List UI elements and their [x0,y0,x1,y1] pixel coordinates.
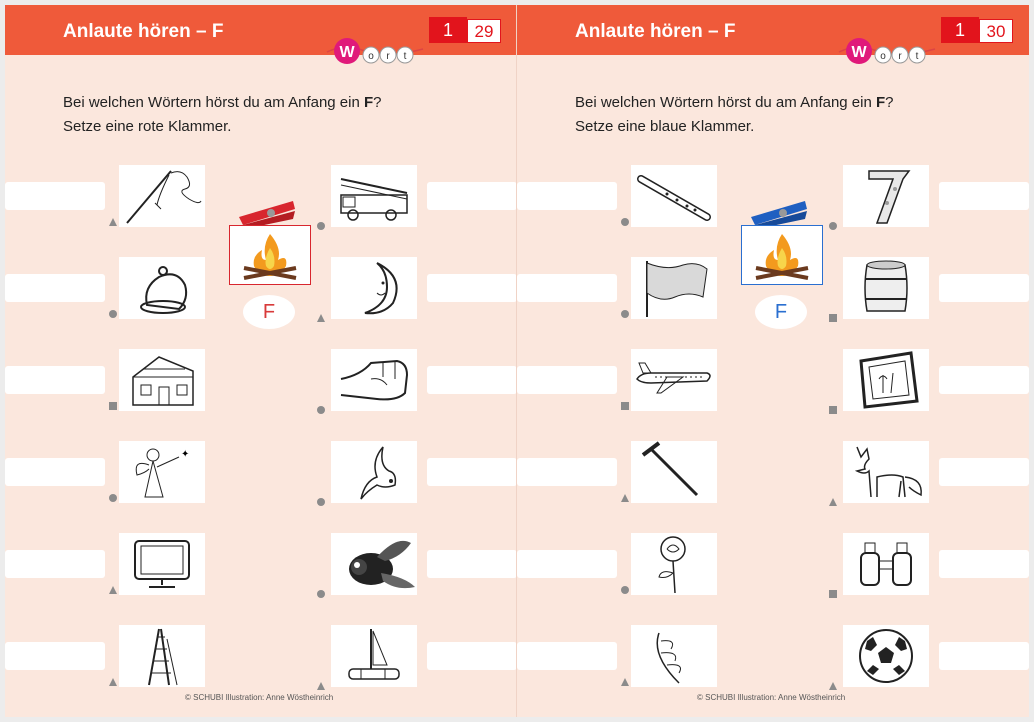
answer-strip[interactable] [939,182,1029,210]
left-page [5,5,517,717]
answer-strip[interactable] [517,458,617,486]
fire-truck-icon[interactable] [331,165,417,227]
circle-marker [317,222,325,230]
ladder-icon[interactable] [119,625,205,687]
square-marker [829,590,837,598]
page-title: Anlaute hören – F [575,21,736,42]
circle-marker [621,586,629,594]
triangle-marker [109,678,117,686]
instruction-text: Bei welchen Wörtern hörst du am Anfang ein F? Setze eine blaue Klammer. [575,94,894,135]
answer-strip[interactable] [517,366,617,394]
answer-strip[interactable] [5,182,105,210]
svg-text:W: W [851,44,867,61]
tv-screen-icon[interactable] [119,533,205,595]
wort-logo-icon [837,37,937,67]
triangle-marker [109,586,117,594]
copyright-footer: © SCHUBI Illustration: Anne Wöstheinrich [697,693,846,702]
answer-strip[interactable] [427,458,517,486]
svg-text:o: o [368,51,374,62]
wort-logo-icon [325,37,425,67]
needle-thread-icon[interactable] [119,165,205,227]
number-seven-icon[interactable] [843,165,929,227]
triangle-marker [621,494,629,502]
letter-f-label: F [243,295,295,329]
answer-strip[interactable] [427,274,517,302]
instruction-text: Bei welchen Wörtern hörst du am Anfang ein F? Setze eine rote Klammer. [63,94,382,135]
svg-text:r: r [386,51,390,62]
circle-marker [109,310,117,318]
level-badge: 1 [429,17,467,43]
bell-icon[interactable] [119,257,205,319]
fox-icon[interactable] [843,441,929,503]
soccer-ball-icon[interactable] [843,625,929,687]
right-page [517,5,1029,717]
workbook-spread [5,5,1029,717]
answer-strip[interactable] [517,550,617,578]
answer-strip[interactable] [939,274,1029,302]
answer-strip[interactable] [5,458,105,486]
svg-text:r: r [898,51,902,62]
answer-strip[interactable] [427,550,517,578]
svg-text:t: t [915,51,919,62]
circle-marker [109,494,117,502]
answer-strip[interactable] [939,550,1029,578]
circle-marker [621,310,629,318]
answer-strip[interactable] [427,366,517,394]
flute-icon[interactable] [631,165,717,227]
svg-text:W: W [339,44,355,61]
nail-icon[interactable] [631,441,717,503]
circle-marker [317,406,325,414]
page-number: 30 [979,19,1013,43]
moon-icon[interactable] [331,257,417,319]
circle-marker [317,498,325,506]
rose-icon[interactable] [631,533,717,595]
svg-text:o: o [880,51,886,62]
campfire-icon [741,225,823,285]
house-icon[interactable] [119,349,205,411]
answer-strip[interactable] [517,274,617,302]
answer-strip[interactable] [5,366,105,394]
circle-marker [317,590,325,598]
answer-strip[interactable] [939,642,1029,670]
triangle-marker [317,314,325,322]
raft-icon[interactable] [331,625,417,687]
circle-marker [621,218,629,226]
bat-icon[interactable] [331,441,417,503]
answer-strip[interactable] [5,274,105,302]
fly-icon[interactable] [331,533,417,595]
svg-text:t: t [403,51,407,62]
fairy-icon[interactable] [119,441,205,503]
square-marker [621,402,629,410]
page-number: 29 [467,19,501,43]
triangle-marker [621,678,629,686]
answer-strip[interactable] [517,642,617,670]
answer-strip[interactable] [939,458,1029,486]
answer-strip[interactable] [517,182,617,210]
svg-text:✦: ✦ [181,449,190,460]
square-marker [829,406,837,414]
triangle-marker [317,682,325,690]
circle-marker [829,222,837,230]
triangle-marker [829,498,837,506]
barrel-icon[interactable] [843,257,929,319]
picture-frame-icon[interactable] [843,349,929,411]
airplane-icon[interactable] [631,349,717,411]
answer-strip[interactable] [939,366,1029,394]
answer-strip[interactable] [5,550,105,578]
fist-icon[interactable] [331,349,417,411]
answer-strip[interactable] [5,642,105,670]
square-marker [829,314,837,322]
triangle-marker [829,682,837,690]
page-title: Anlaute hören – F [63,21,224,42]
copyright-footer: © SCHUBI Illustration: Anne Wöstheinrich [185,693,334,702]
feather-icon[interactable] [631,625,717,687]
level-badge: 1 [941,17,979,43]
answer-strip[interactable] [427,642,517,670]
answer-strip[interactable] [427,182,517,210]
triangle-marker [109,218,117,226]
square-marker [109,402,117,410]
binoculars-icon[interactable] [843,533,929,595]
flag-icon[interactable] [631,257,717,319]
campfire-icon [229,225,311,285]
letter-f-label: F [755,295,807,329]
